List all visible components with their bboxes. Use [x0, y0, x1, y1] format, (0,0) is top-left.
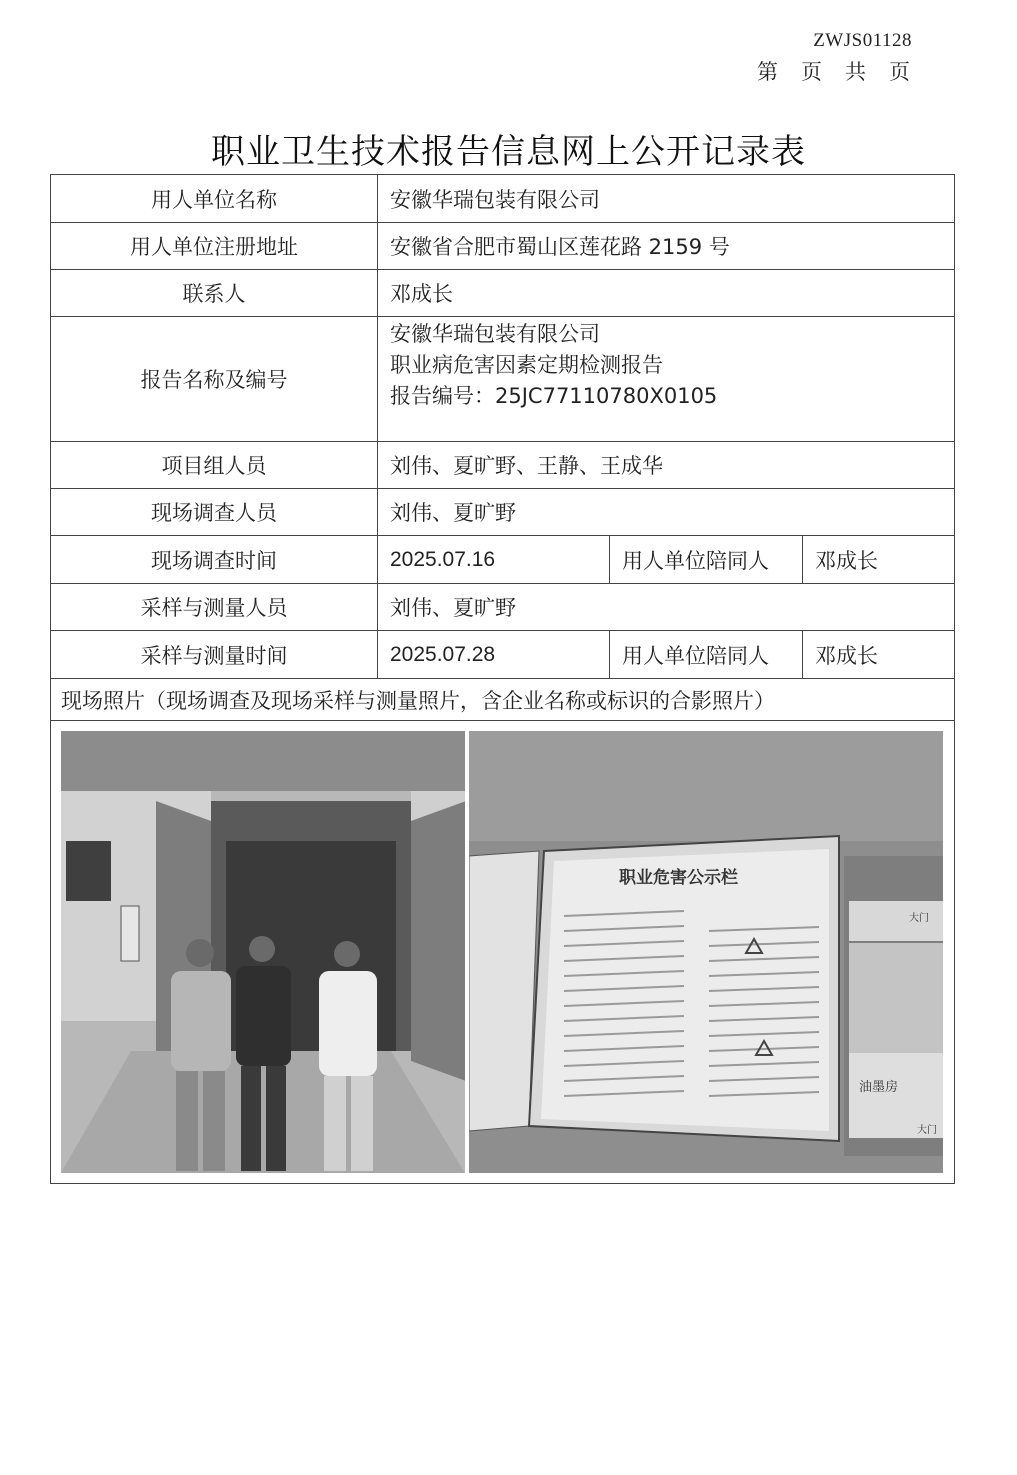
table-row [51, 442, 955, 489]
photo-strip [61, 731, 944, 1173]
sampling-time-value: 2025.07.28 [378, 631, 610, 679]
board-title: 职业危害公示栏 [619, 868, 738, 888]
sampling-escort-label: 用人单位陪同人 [610, 631, 803, 679]
record-table [50, 174, 955, 1184]
table-row [51, 317, 955, 442]
page-title: 职业卫生技术报告信息网上公开记录表 [211, 132, 806, 172]
survey-time-value: 2025.07.16 [378, 536, 610, 584]
contact-label: 联系人 [51, 270, 378, 317]
team-label: 项目组人员 [51, 442, 378, 489]
photos-cell [51, 721, 955, 1184]
page-word-1: 第 [757, 60, 779, 84]
group-photo-image [61, 731, 465, 1173]
table-row [51, 270, 955, 317]
notice-board-image [469, 731, 943, 1173]
contact-value: 邓成长 [378, 270, 955, 317]
board-side-label: 油墨房 [859, 1080, 899, 1095]
survey-staff-label: 现场调查人员 [51, 489, 378, 536]
survey-escort-label: 用人单位陪同人 [610, 536, 803, 584]
report-label: 报告名称及编号 [51, 317, 378, 442]
survey-time-label: 现场调查时间 [51, 536, 378, 584]
employer-name-label: 用人单位名称 [51, 175, 378, 223]
table-row [51, 721, 955, 1184]
address-label: 用人单位注册地址 [51, 223, 378, 270]
team-value: 刘伟、夏旷野、王静、王成华 [378, 442, 955, 489]
table-row [51, 584, 955, 631]
sampling-staff-value: 刘伟、夏旷野 [378, 584, 955, 631]
report-value [378, 317, 955, 442]
page-word-3: 共 [845, 60, 867, 84]
notice-board-photo [469, 731, 943, 1173]
document-code: ZWJS01128 [813, 30, 912, 51]
page-indicator [735, 56, 911, 86]
table-row [51, 489, 955, 536]
survey-staff-value: 刘伟、夏旷野 [378, 489, 955, 536]
sampling-time-label: 采样与测量时间 [51, 631, 378, 679]
table-row [51, 631, 955, 679]
address-value: 安徽省合肥市蜀山区莲花路 2159 号 [378, 223, 955, 270]
employer-name-value: 安徽华瑞包装有限公司 [378, 175, 955, 223]
table-row [51, 175, 955, 223]
report-line: 安徽华瑞包装有限公司 [390, 322, 600, 346]
table-row [51, 679, 955, 721]
sampling-escort-value: 邓成长 [803, 631, 955, 679]
sampling-staff-label: 采样与测量人员 [51, 584, 378, 631]
photos-label: 现场照片（现场调查及现场采样与测量照片，含企业名称或标识的合影照片） [51, 679, 955, 721]
report-line: 报告编号：25JC77110780X0105 [390, 384, 718, 408]
survey-escort-value: 邓成长 [803, 536, 955, 584]
table-row [51, 223, 955, 270]
page-word-4: 页 [889, 60, 911, 84]
page-word-2: 页 [801, 60, 823, 84]
board-side-label: 大门 [909, 913, 929, 924]
report-line: 职业病危害因素定期检测报告 [390, 353, 663, 377]
board-side-label: 大门 [917, 1125, 937, 1136]
table-row [51, 536, 955, 584]
group-photo [61, 731, 465, 1173]
